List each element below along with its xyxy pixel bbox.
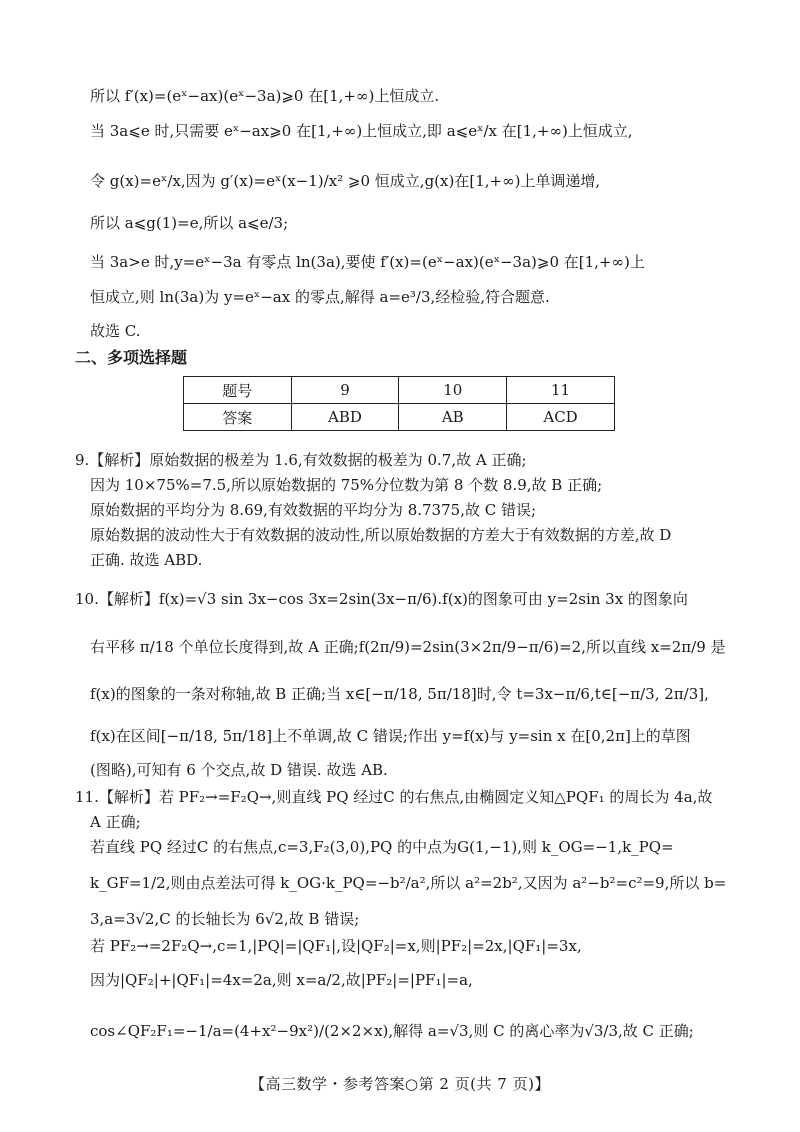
table-cell: 10 [399, 377, 507, 404]
q9-line: 原始数据的平均分为 8.69,有效数据的平均分为 8.7375,故 C 错误; [90, 501, 537, 519]
page-footer: 【高三数学・参考答案○第 2 页(共 7 页)】 [250, 1075, 550, 1093]
answer-table [183, 376, 615, 431]
q9-line: 原始数据的波动性大于有效数据的波动性,所以原始数据的方差大于有效数据的方差,故 D [90, 526, 672, 544]
q11-line: A 正确; [90, 813, 141, 831]
table-cell: AB [399, 404, 507, 431]
q11-line: cos∠QF₂F₁=−1/a=(4+x²−9x²)/(2×2×x),解得 a=√3,则 C 的离心率为√3/3,故 C 正确; [90, 1022, 694, 1040]
q9-line: 因为 10×75%=7.5,所以原始数据的 75%分位数为第 8 个数 8.9,故 B 正确; [90, 476, 603, 494]
body-line: 令 g(x)=eˣ/x,因为 g′(x)=eˣ(x−1)/x² ⩾0 恒成立,g(x)在[1,+∞)上单调递增, [90, 172, 601, 190]
table-row [184, 404, 615, 431]
body-line: 当 3a⩽e 时,只需要 eˣ−ax⩾0 在[1,+∞)上恒成立,即 a⩽eˣ/x 在[1,+∞)上恒成立, [90, 122, 633, 140]
q10-line: 右平移 π/18 个单位长度得到,故 A 正确;f(2π/9)=2sin(3×2π/9−π/6)=2,所以直线 x=2π/9 是 [90, 638, 726, 656]
body-line: 当 3a>e 时,y=eˣ−3a 有零点 ln(3a),要使 f′(x)=(eˣ−ax)(eˣ−3a)⩾0 在[1,+∞)上 [90, 253, 645, 271]
q10-line: 10.【解析】f(x)=√3 sin 3x−cos 3x=2sin(3x−π/6).f(x)的图象可由 y=2sin 3x 的图象向 [75, 590, 688, 608]
table-cell: ACD [507, 404, 615, 431]
q11-line: 3,a=3√2,C 的长轴长为 6√2,故 B 错误; [90, 910, 360, 928]
body-line: 所以 a⩽g(1)=e,所以 a⩽e/3; [90, 214, 289, 232]
q11-line: 若直线 PQ 经过C 的右焦点,c=3,F₂(3,0),PQ 的中点为G(1,−1),则 k_OG=−1,k_PQ= [90, 838, 674, 856]
table-cell: 9 [291, 377, 399, 404]
q11-line: 若 PF₂→=2F₂Q→,c=1,|PQ|=|QF₁|,设|QF₂|=x,则|PF₂|=2x,|QF₁|=3x, [90, 937, 582, 955]
body-line: 故选 C. [90, 322, 141, 340]
q10-line: f(x)在区间[−π/18, 5π/18]上不单调,故 C 错误;作出 y=f(x)与 y=sin x 在[0,2π]上的草图 [90, 727, 691, 745]
table-row [184, 377, 615, 404]
section-heading: 二、多项选择题 [75, 348, 188, 367]
q10-line: (图略),可知有 6 个交点,故 D 错误. 故选 AB. [90, 761, 388, 779]
table-cell: 答案 [184, 404, 292, 431]
table-cell: ABD [291, 404, 399, 431]
table-cell: 11 [507, 377, 615, 404]
q11-line: k_GF=1/2,则由点差法可得 k_OG·k_PQ=−b²/a²,所以 a²=2b²,又因为 a²−b²=c²=9,所以 b= [90, 874, 727, 892]
q11-line: 因为|QF₂|+|QF₁|=4x=2a,则 x=a/2,故|PF₂|=|PF₁|=a, [90, 971, 473, 989]
table-cell: 题号 [184, 377, 292, 404]
q9-line: 9.【解析】原始数据的极差为 1.6,有效数据的极差为 0.7,故 A 正确; [75, 451, 527, 469]
q10-line: f(x)的图象的一条对称轴,故 B 正确;当 x∈[−π/18, 5π/18]时,令 t=3x−π/6,t∈[−π/3, 2π/3], [90, 685, 709, 703]
body-line: 所以 f′(x)=(eˣ−ax)(eˣ−3a)⩾0 在[1,+∞)上恒成立. [90, 87, 440, 105]
q11-line: 11.【解析】若 PF₂→=F₂Q→,则直线 PQ 经过C 的右焦点,由椭圆定义知△PQF₁ 的周长为 4a,故 [75, 788, 713, 806]
q9-line: 正确. 故选 ABD. [90, 551, 203, 569]
body-line: 恒成立,则 ln(3a)为 y=eˣ−ax 的零点,解得 a=e³/3,经检验,符合题意. [90, 288, 550, 306]
